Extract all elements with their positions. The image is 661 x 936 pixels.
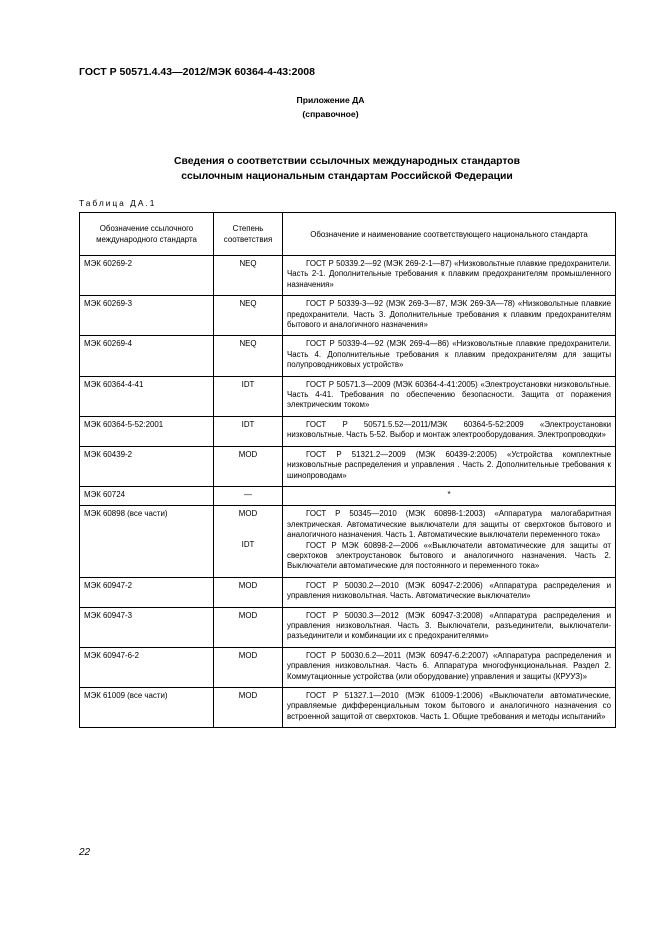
cell-degree: IDT: [214, 416, 283, 446]
cell-degree: MOD: [214, 688, 283, 728]
table-row: [80, 416, 616, 446]
cell-degree: MOD: [214, 647, 283, 687]
cell-standard: МЭК 60724: [80, 486, 214, 505]
cell-standard: МЭК 60947-6-2: [80, 647, 214, 687]
section-heading-line-1: Сведения о соответствии ссылочных международных стандартов: [173, 156, 521, 167]
cell-description: ГОСТ Р 50030.2—2010 (МЭК 60947-2:2006) «Аппаратура распределения и управления низковольтная. Часть. Автоматические выключатели»: [283, 577, 616, 607]
cell-degree: IDT: [214, 376, 283, 416]
table-row: [80, 446, 616, 486]
cell-standard: МЭК 60269-2: [80, 256, 214, 296]
cell-standard: МЭК 61009 (все части): [80, 688, 214, 728]
cell-degree: MOD: [214, 577, 283, 607]
cell-degree: MOD IDT: [214, 506, 283, 577]
cell-standard: МЭК 60947-2: [80, 577, 214, 607]
cell-description: ГОСТ Р 50339.2—92 (МЭК 269-2-1—87) «Низковольтные плавкие предохранители. Часть 2-1. Дополнительные требования к плавким предохранителям промышленного назначения»: [283, 256, 616, 296]
table-row: [80, 376, 616, 416]
cell-description: ГОСТ Р 50571.5.52—2011/МЭК 60364-5-52:2009 «Электроустановки низковольтные. Часть 5-52. Выбор и монтаж электрооборудования. Электропроводки»: [283, 416, 616, 446]
cell-degree: NEQ: [214, 256, 283, 296]
table-row: [80, 256, 616, 296]
cell-description: ГОСТ Р 51321.2—2009 (МЭК 60439-2:2005) «Устройства комплектные низковольтные распределения и управления . Часть 2. Дополнительные требования к шинопроводам»: [283, 446, 616, 486]
cell-standard: МЭК 60439-2: [80, 446, 214, 486]
table-row: [80, 688, 616, 728]
annex-subtitle: (справочное): [302, 109, 359, 119]
cell-standard: МЭК 60947-3: [80, 607, 214, 647]
cell-standard: МЭК 60364-4-41: [80, 376, 214, 416]
annex-title: Приложение ДА: [296, 95, 365, 105]
cell-description: ГОСТ Р 50339-3—92 (МЭК 269-3—87, МЭК 269-3А—78) «Низковольтные плавкие предохранители. Часть 3. Дополнительные требования к плавким предохранителям бытового и аналогичного назначения»: [283, 296, 616, 336]
cell-degree: —: [214, 486, 283, 505]
cell-standard: МЭК 60269-3: [80, 296, 214, 336]
column-header-degree: Степень соответствия: [214, 213, 283, 256]
table-row: [80, 296, 616, 336]
table-caption: Таблица ДА.1: [79, 198, 157, 208]
cell-standard: МЭК 60898 (все части): [80, 506, 214, 577]
cell-degree: NEQ: [214, 296, 283, 336]
table-row: [80, 647, 616, 687]
page-number: 22: [79, 847, 91, 858]
column-header-national-standard: Обозначение и наименование соответствующего национального стандарта: [283, 213, 616, 256]
table-row: [80, 336, 616, 376]
cell-degree: MOD: [214, 607, 283, 647]
table-row: [80, 506, 616, 577]
table-row: [80, 607, 616, 647]
cell-description: ГОСТ Р 50030.6.2—2011 (МЭК 60947-6.2:2007) «Аппаратура распределения и управления низковольтная. Часть 6. Аппаратура многофункциональная. Раздел 2. Коммутационные устройства (или оборудование) управления и защиты (КРУУЗ)»: [283, 647, 616, 687]
table-row: [80, 577, 616, 607]
document-code: ГОСТ Р 50571.4.43—2012/МЭК 60364-4-43:2008: [79, 66, 315, 78]
section-heading-line-2: ссылочным национальным стандартам Российской Федерации: [181, 171, 513, 182]
cell-description: ГОСТ Р 50571.3—2009 (МЭК 60364-4-41:2005) «Электроустановки низковольтные. Часть 4-41. Требования по обеспечению безопасности. Защита от поражения электрическим током»: [283, 376, 616, 416]
cell-description: *: [283, 486, 616, 505]
table-header-row: [80, 213, 616, 256]
cell-description: ГОСТ Р 50339-4—92 (МЭК 269-4—86) «Низковольтные плавкие предохранители. Часть 4. Дополнительные требования к плавким предохранителям для защиты полупроводниковых устройств»: [283, 336, 616, 376]
table-row: [80, 486, 616, 505]
cell-description: ГОСТ Р 50030.3—2012 (МЭК 60947-3:2008) «Аппаратура распределения и управления низковольтная. Часть 3. Выключатели, разъединители, выключатели-разъединители и комбинации их с предохранителями»: [283, 607, 616, 647]
correspondence-table: [79, 212, 616, 728]
column-header-international-standard: Обозначение ссылочного международного стандарта: [80, 213, 214, 256]
cell-degree: NEQ: [214, 336, 283, 376]
cell-standard: МЭК 60269-4: [80, 336, 214, 376]
cell-standard: МЭК 60364-5-52:2001: [80, 416, 214, 446]
cell-degree: MOD: [214, 446, 283, 486]
cell-description: ГОСТ Р 51327.1—2010 (МЭК 61009-1:2006) «Выключатели автоматические, управляемые дифференциальным током бытового и аналогичного назначения со встроенной защитой от сверхтоков. Часть 1. Общие требования и методы испытаний»: [283, 688, 616, 728]
cell-description: ГОСТ Р 50345—2010 (МЭК 60898-1:2003) «Аппаратура малогабаритная электрическая. Автоматические выключатели для защиты от сверхтоков бытового и аналогичного назначения. Часть 1. Автоматические выключатели переменного тока» ГОСТ Р МЭК 60898-2—2006 ««Выключатели автоматические для защиты от сверхтоков электроустановок бытового и аналогичного назначения. Часть 2. Выключатели автоматические для постоянного и переменного тока»: [283, 506, 616, 577]
